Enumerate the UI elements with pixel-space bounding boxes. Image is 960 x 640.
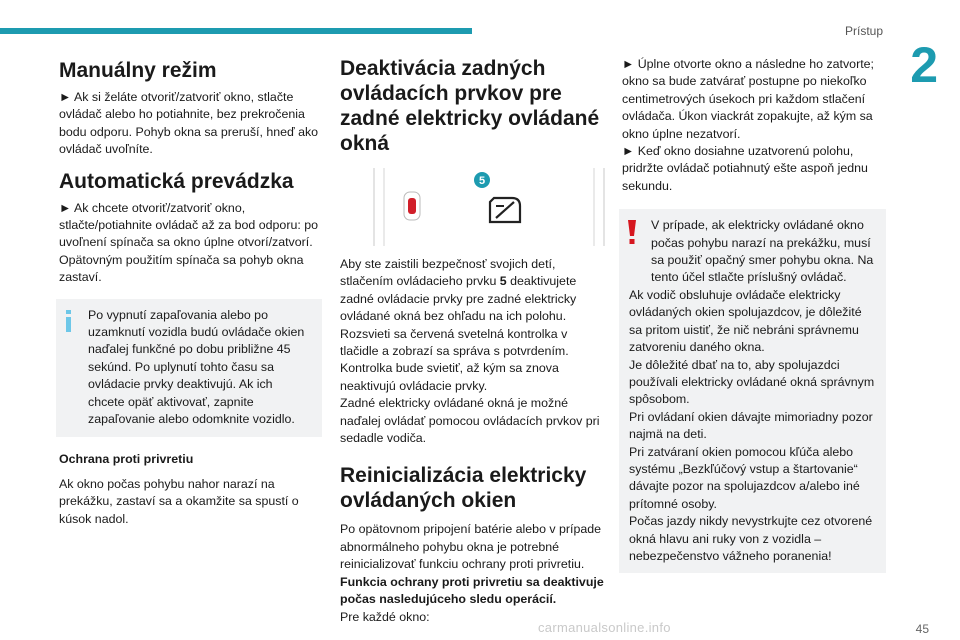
manual-mode-text: ► Ak si želáte otvoriť/zatvoriť okno, stlačte ovládač alebo ho potiahnite, bez prekročenia bodu odporu. Pohyb okna sa preruší, hneď ako ovládač uvoľníte.	[59, 90, 319, 157]
info-box	[56, 299, 322, 437]
watermark: carmanualsonline.info	[538, 620, 671, 635]
heading-anti-pinch: Ochrana proti privretiu	[59, 451, 194, 466]
heading-manual-mode: Manuálny režim	[59, 59, 217, 82]
column-2	[340, 56, 605, 626]
warning-text-1: V prípade, ak elektricky ovládané okno počas pohybu narazí na prekážku, musí sa použiť opačný smer pohybu okna. Na tento účel stlačte príslušný ovládač.	[651, 218, 874, 285]
reinit-text-2: Pre každé okno:	[340, 609, 430, 624]
warning-box	[619, 209, 886, 573]
deactivation-text-2: Rozsvieti sa červená svetelná kontrolka v tlačidle a zobrazí sa správa s potvrdením. Kontrolka bude svietiť, až kým sa znova neaktivujú ovládacie prvky.	[340, 326, 569, 393]
column-1	[59, 56, 322, 528]
warning-text-3: Je dôležité dbať na to, aby spolujazdci používali elektricky ovládané okná správnym spôsobom.	[629, 357, 875, 407]
automatic-mode-text: ► Ak chcete otvoriť/zatvoriť okno, stlačte/potiahnite ovládač až za bod odporu: po uvoľnení spínača sa okno úplne otvorí/zatvorí. Opätovným použitím spínača sa pohyb okna zastaví.	[59, 200, 319, 285]
heading-reinitialisation: Reinicializácia elektricky ovládaných okien	[340, 464, 587, 513]
control-panel-illustration	[370, 168, 610, 246]
step-2-text: ► Keď okno dosiahne uzatvorenú polohu, pridržte ovládač potiahnutý ešte aspoň jednu sekundu.	[622, 144, 868, 193]
heading-automatic-mode: Automatická prevádzka	[59, 169, 294, 193]
red-indicator-light	[408, 198, 416, 214]
step-1-text: ► Úplne otvorte okno a následne ho zatvorte; okno sa bude zatvárať postupne po niekoľko centimetrových úsekoch pri každom stlačení ovládača. Úkon viackrát zopakujte, až kým sa okno úplne nezatvorí.	[622, 57, 874, 141]
deactivation-text: Aby ste zaistili bezpečnosť svojich detí, stlačením ovládacieho prvku 5 deaktivujete zadné ovládacie prvky pre zadné elektricky ovládané okná bez ohľadu na ich polohu.	[340, 257, 577, 324]
reinit-text: Po opätovnom pripojení batérie alebo v prípade abnormálneho pohybu okna je potrebné reinicializovať funkciu ochrany proti privretiu.	[340, 522, 602, 572]
callout-5-label: 5	[478, 175, 486, 187]
reinit-bold-text: Funkcia ochrany proti privretiu sa deaktivuje počas nasledujúceho sledu operácií.	[340, 574, 604, 607]
deactivation-text-3: Zadné elektricky ovládané okná je možné naďalej ovládať pomocou ovládacích prvkov pri sedadle vodiča.	[340, 396, 600, 446]
section-title: Prístup	[844, 24, 883, 38]
warning-icon	[623, 219, 641, 245]
warning-text-4: Pri ovládaní okien dávajte mimoriadny pozor najmä na deti.	[629, 409, 873, 442]
warning-text-6: Počas jazdy nikdy nevystrkujte cez otvorené okná hlavu ani ruky von z vozidla – nebezpečenstvo vážneho poranenia!	[629, 514, 873, 563]
anti-pinch-text: Ak okno počas pohybu nahor narazí na prekážku, zastaví sa a okamžite sa spustí o kúsok nadol.	[59, 476, 299, 526]
window-lock-illustration	[370, 168, 610, 246]
header-accent-bar	[0, 28, 472, 34]
page-number: 45	[915, 622, 929, 636]
warning-text-2: Ak vodič obsluhuje ovládače elektricky ovládaných okien spolujazdcov, je dôležité sa pritom uistiť, že nič nebráni správnemu zatvoreniu daného okna.	[629, 287, 862, 355]
warning-text-5: Pri zatváraní okien pomocou kľúča alebo systému „Bezkľúčový vstup a štartovanie“ dávajte pozor na spolujazdcov a/alebo iné prítomné osoby.	[629, 444, 860, 511]
info-icon	[60, 309, 78, 333]
info-box-text: Po vypnutí zapaľovania alebo po uzamknutí vozidla budú ovládače okien naďalej funkčné po dobu približne 45 sekúnd. Po uplynutí tohto času sa ovládacie prvky deaktivujú. Ak ich chcete opäť aktivovať, zapnite zapaľovanie alebo odomknite vozidlo.	[88, 307, 305, 427]
heading-deactivation: Deaktivácia zadných ovládacích prvkov pre zadné elektricky ovládané okná	[340, 57, 600, 155]
column-3	[622, 56, 886, 587]
window-lock-icon	[490, 198, 520, 222]
chapter-number: 2	[910, 37, 938, 93]
